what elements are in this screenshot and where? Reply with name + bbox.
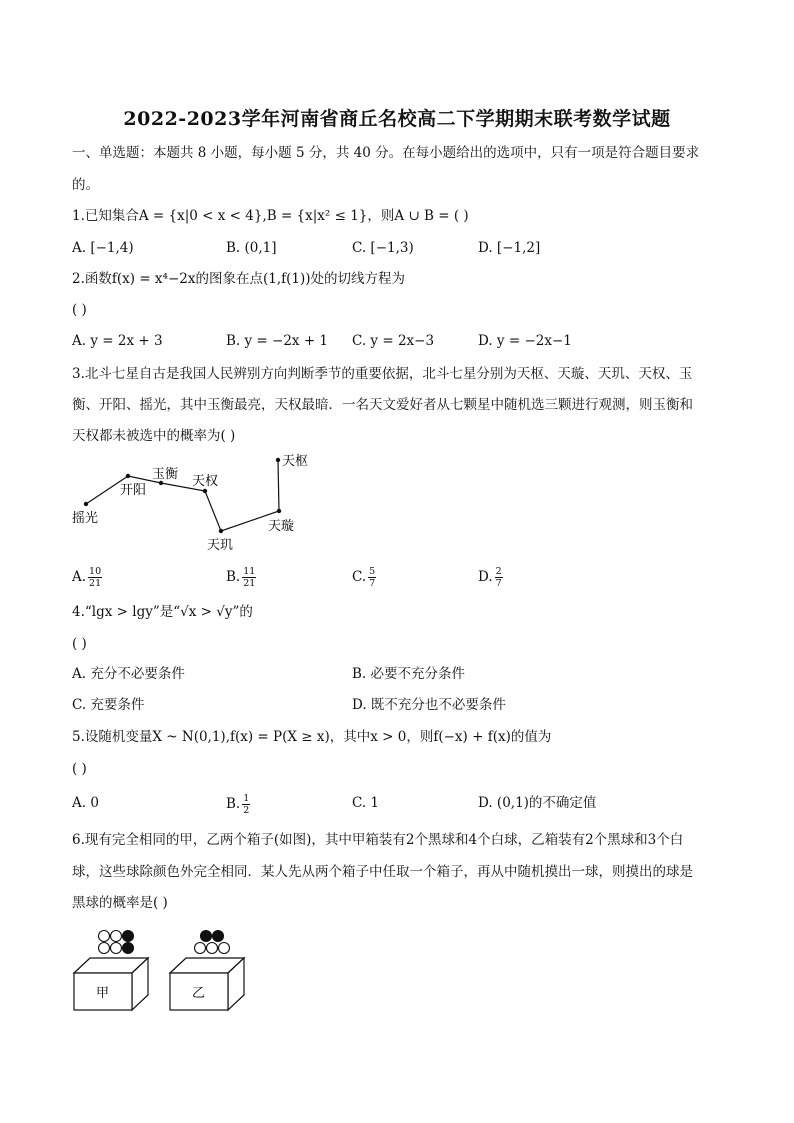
box-jia-balls — [99, 931, 134, 954]
box-yi — [170, 958, 244, 1010]
star-tianquan — [203, 489, 207, 493]
q5-option-b: B. $\frac{1}{2}$ — [226, 793, 250, 816]
question-4-paren: ( ) — [72, 636, 87, 652]
star-kaiyang — [126, 474, 130, 478]
question-5-paren: ( ) — [72, 761, 87, 777]
q4-option-a: A. 充分不必要条件 — [72, 666, 185, 682]
star-tianji — [219, 529, 223, 533]
white-ball — [111, 931, 122, 942]
box-jia — [74, 958, 148, 1010]
question-5-stem: 5.设随机变量X ~ N(0,1),f(x) = P(X ≥ x)，其中x > 0，则f(−x) + f(x)的值为 — [72, 729, 552, 745]
star-label-kaiyang: 开阳 — [120, 483, 147, 498]
constellation-line — [86, 460, 279, 531]
q2-option-a: A. y = 2x + 3 — [72, 333, 163, 349]
white-ball — [99, 931, 110, 942]
white-ball — [99, 943, 110, 954]
q4-option-c: C. 充要条件 — [72, 697, 145, 713]
white-ball — [219, 943, 230, 954]
question-3-line1: 3.北斗七星自古是我国人民辨别方向判断季节的重要依据，北斗七星分别为天枢、天璇、天玑、天权、玉 — [72, 366, 693, 382]
star-label-tianxuan: 天璇 — [268, 519, 295, 534]
box-jia-label: 甲 — [96, 986, 110, 1001]
q3-option-c: C. $\frac{5}{7}$ — [352, 566, 376, 589]
black-ball — [213, 931, 224, 942]
q1-option-a: A. [−1,4) — [72, 240, 134, 256]
section-heading-cont: 的。 — [72, 177, 99, 193]
question-3-line2: 衡、开阳、摇光，其中玉衡最亮，天权最暗．一名天文爱好者从七颗星中随机选三颗进行观测，则玉衡和 — [72, 397, 693, 413]
question-2-stem: 2.函数f(x) = x⁴−2x的图象在点(1,f(1))处的切线方程为 — [72, 271, 405, 287]
star-label-tianji: 天玑 — [207, 538, 234, 553]
question-6-line1: 6.现有完全相同的甲，乙两个箱子(如图)，其中甲箱装有2个黑球和4个白球，乙箱装有2个黑球和3个白 — [72, 832, 684, 848]
q2-option-d: D. y = −2x−1 — [478, 333, 572, 349]
star-label-yuheng: 玉衡 — [152, 467, 179, 482]
white-ball — [111, 943, 122, 954]
star-label-tianquan: 天权 — [192, 474, 219, 489]
box-yi-balls — [195, 931, 230, 954]
ball-boxes-figure — [68, 925, 258, 1015]
q4-option-b: B. 必要不充分条件 — [352, 666, 466, 682]
q1-option-d: D. [−1,2] — [478, 240, 541, 256]
star-label-tianshu: 天枢 — [282, 454, 309, 469]
question-6-line2: 球，这些球除颜色外完全相同．某人先从两个箱子中任取一个箱子，再从中随机摸出一球，则摸出的球是 — [72, 864, 693, 880]
q5-option-d: D. (0,1)的不确定值 — [478, 795, 597, 811]
q1-option-b: B. (0,1] — [226, 240, 277, 256]
white-ball — [195, 943, 206, 954]
question-3-line3: 天权都未被选中的概率为( ) — [72, 428, 236, 444]
star-yaoguang — [84, 502, 88, 506]
black-ball — [201, 931, 212, 942]
black-ball — [123, 943, 134, 954]
q3-option-a: A. $\frac{10}{21}$ — [72, 566, 102, 589]
q3-option-d: D. $\frac{2}{7}$ — [478, 566, 502, 589]
question-6-line3: 黑球的概率是( ) — [72, 895, 168, 911]
question-4-stem: 4.“lgx > lgy”是“√x > √y”的 — [72, 604, 253, 620]
q4-option-d: D. 既不充分也不必要条件 — [352, 697, 506, 713]
star-tianshu — [276, 458, 280, 462]
question-2-paren: ( ) — [72, 302, 87, 318]
big-dipper-figure — [60, 448, 340, 558]
page-title: 2022-2023学年河南省商丘名校高二下学期期末联考数学试题 — [123, 108, 671, 130]
q2-option-b: B. y = −2x + 1 — [226, 333, 329, 349]
q3-option-b: B. $\frac{11}{21}$ — [226, 566, 256, 589]
q2-option-c: C. y = 2x−3 — [352, 333, 435, 349]
black-ball — [123, 931, 134, 942]
white-ball — [207, 943, 218, 954]
box-yi-label: 乙 — [192, 986, 206, 1001]
q5-option-a: A. 0 — [72, 795, 99, 811]
section-heading: 一、单选题：本题共 8 小题，每小题 5 分，共 40 分。在每小题给出的选项中，只有一项是符合题目要求 — [72, 145, 700, 161]
q1-option-c: C. [−1,3) — [352, 240, 414, 256]
star-label-yaoguang: 摇光 — [72, 511, 99, 526]
q5-option-c: C. 1 — [352, 795, 380, 811]
star-tianxuan — [277, 509, 281, 513]
question-1-stem: 1.已知集合A = {x|0 < x < 4},B = {x|x² ≤ 1}，则A ∪ B = ( ) — [72, 208, 469, 224]
